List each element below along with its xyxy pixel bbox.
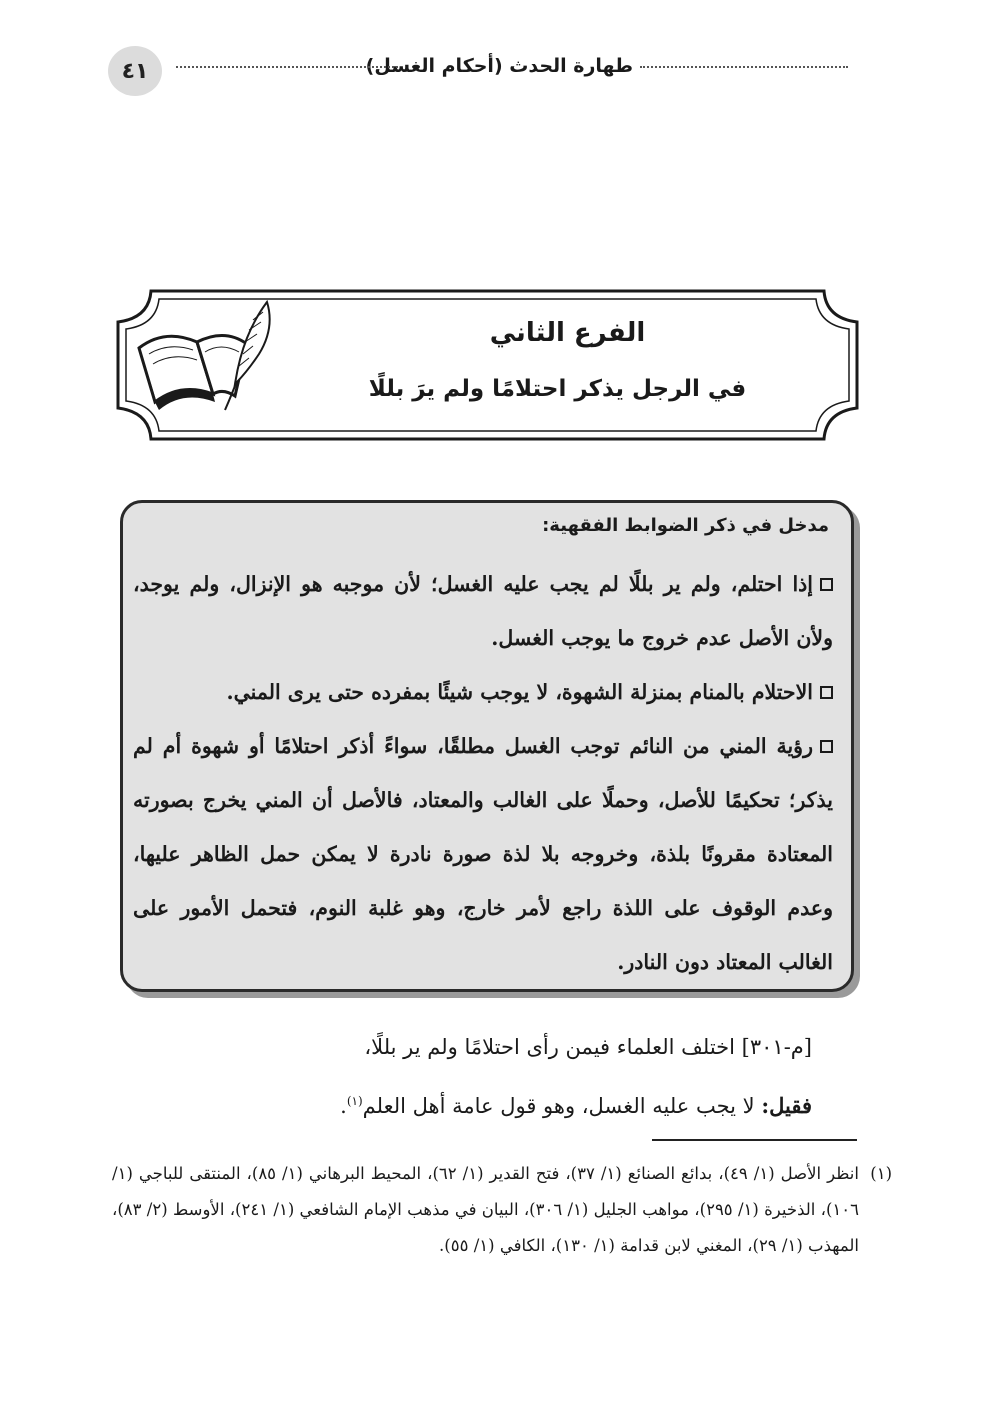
checkbox-icon — [820, 686, 833, 699]
rules-box — [120, 500, 854, 992]
footnote-marker: (١) — [870, 1164, 892, 1183]
footnote-text: انظر الأصل (١/ ٤٩)، بدائع الصنائع (١/ ٣٧)، فتح القدير (١/ ٦٢)، المحيط البرهاني (١/ ٨٥)، المنتقى للباجي (١/ ١٠٦)، الذخيرة (١/ ٢٩٥)، مواهب الجليل (١/ ٣٠٦)، البيان في مذهب الإمام الشافعي (١/ ٢٤١)، الأوسط (٢/ ٨٣)، المهذب (١/ ٢٩)، المغني لابن قدامة (١/ ١٣٠)، الكافي (١/ ٥٥). — [112, 1164, 859, 1255]
main-text — [140, 1020, 812, 1133]
open-book-and-quill-icon — [135, 298, 275, 416]
body-paragraph: [م-٣٠١] اختلف العلماء فيمن رأى احتلامًا ولم ير بللًا، — [364, 1035, 812, 1059]
checkbox-icon — [820, 578, 833, 591]
section-title: الفرع الثاني — [489, 318, 646, 348]
rule-text: إذا احتلم، ولم ير بللًا لم يجب عليه الغسل؛ لأن موجبه هو الإنزال، ولم يوجد، ولأن الأصل عدم خروج ما يوجب الغسل. — [133, 572, 833, 650]
header-dotted-leader-right — [640, 66, 848, 68]
page-number: ٤١ — [108, 46, 162, 96]
running-header — [108, 46, 848, 98]
header-dotted-leader-left — [176, 66, 398, 68]
footnote-reference[interactable]: (١) — [346, 1094, 363, 1108]
rule-text: الاحتلام بالمنام بمنزلة الشهوة، لا يوجب شيئًا بمفرده حتى يرى المني. — [226, 680, 813, 704]
rule-item — [133, 557, 833, 665]
running-header-title: طهارة الحدث (أحكام الغسل) — [365, 55, 633, 77]
rule-item — [133, 665, 833, 719]
section-banner — [115, 288, 860, 442]
body-text: لا يجب عليه الغسل، وهو قول عامة أهل العلم — [362, 1094, 762, 1118]
rules-list — [133, 557, 833, 989]
section-subtitle: في الرجل يذكر احتلامًا ولم يرَ بللًا — [368, 376, 747, 402]
footnote-separator — [652, 1139, 857, 1141]
rule-text: رؤية المني من النائم توجب الغسل مطلقًا، سواءً أذكر احتلامًا أو شهوة أم لم يذكر؛ تحكيمًا للأصل، وحملًا على الغالب والمعتاد، فالأصل أن المني يخرج بصورته المعتادة مقرونًا بلذة، وخروجه بلا لذة صورة نادرة لا يمكن حمل الظاهر عليها، وعدم الوقوف على اللذة راجع لأمر خارج، وهو غلبة النوم، فتحمل الأمور على الغالب المعتاد دون النادر. — [133, 734, 833, 974]
body-paragraph — [140, 1074, 812, 1133]
lead-word: فقيل: — [761, 1093, 812, 1118]
checkbox-icon — [820, 740, 833, 753]
rules-box-heading: مدخل في ذكر الضوابط الفقهية: — [542, 515, 829, 536]
body-text-end: . — [340, 1094, 347, 1118]
rule-item — [133, 719, 833, 989]
